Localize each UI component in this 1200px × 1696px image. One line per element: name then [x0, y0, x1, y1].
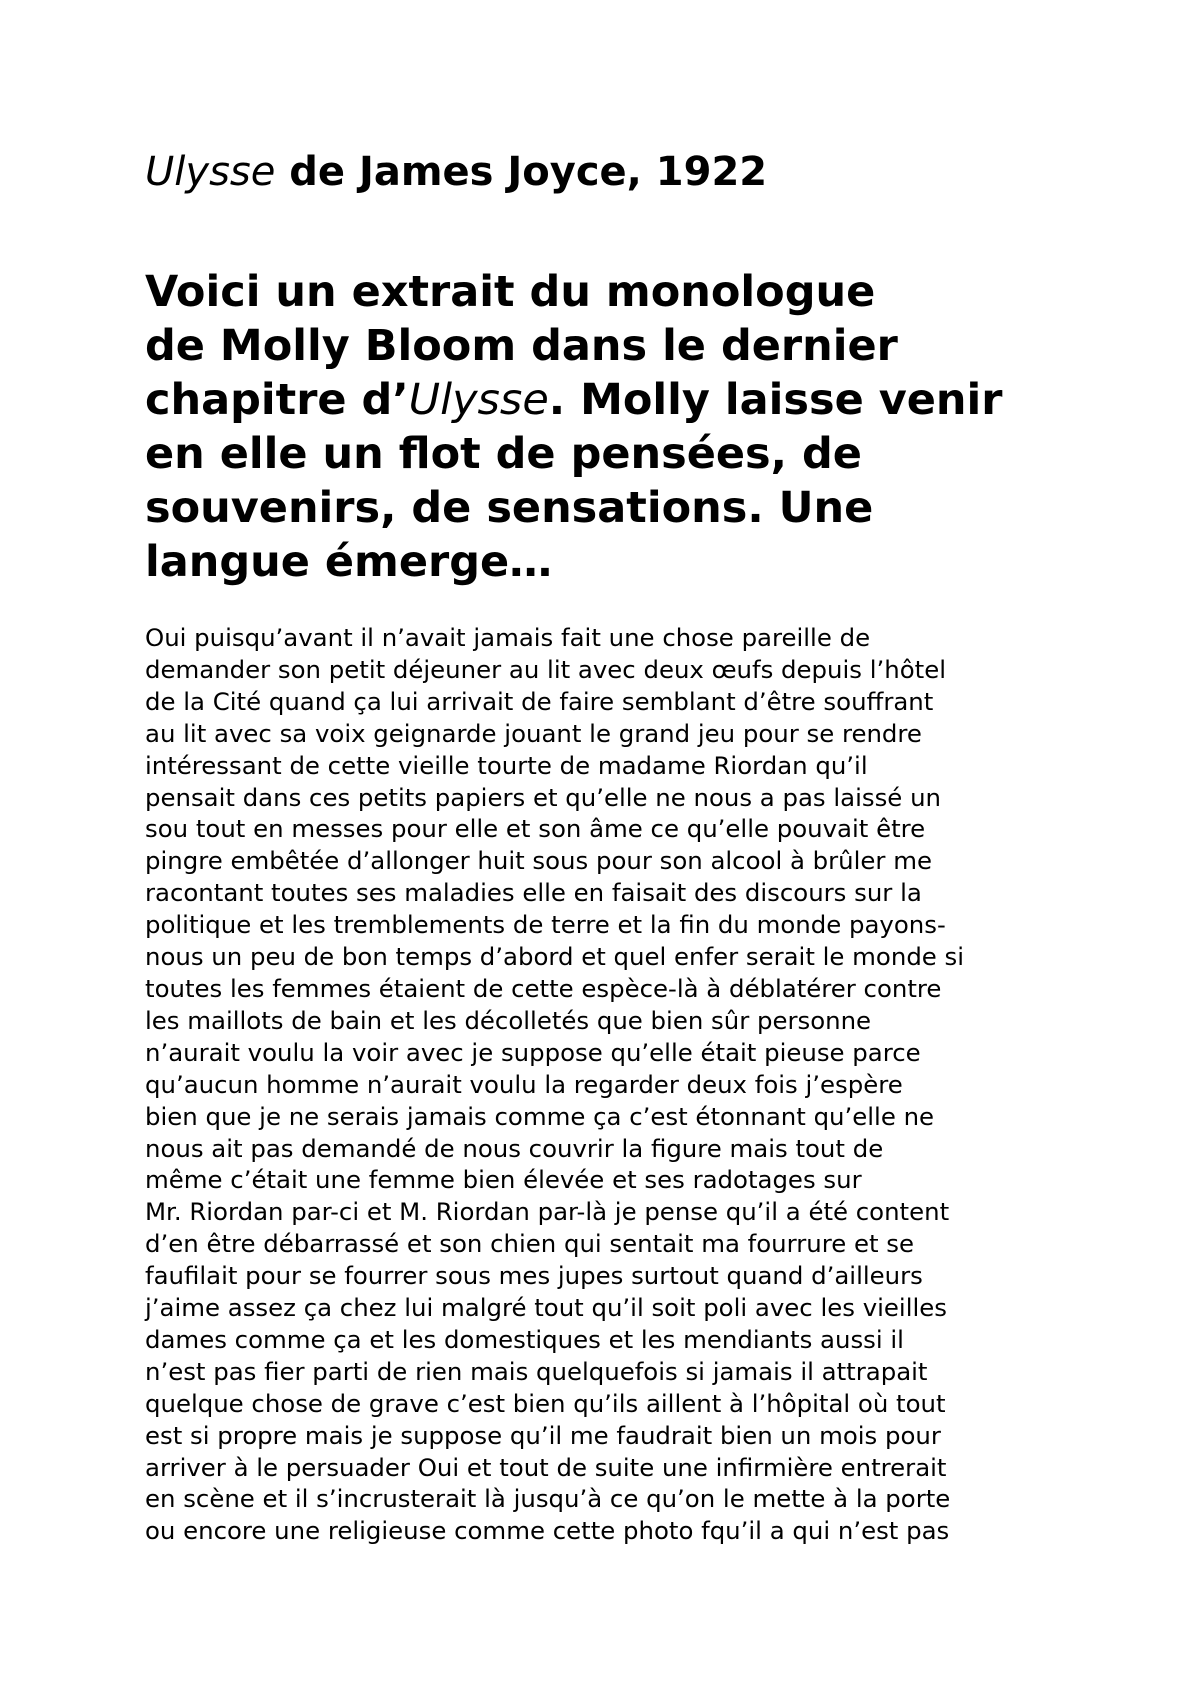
excerpt-line: j’aime assez ça chez lui malgré tout qu’il soit poli avec les vieilles [145, 1293, 947, 1323]
excerpt-line: pensait dans ces petits papiers et qu’elle ne nous a pas laissé un [145, 782, 941, 812]
excerpt-line: n’aurait voulu la voir avec je suppose qu’elle était pieuse parce [145, 1037, 921, 1067]
excerpt-line: Oui puisqu’avant il n’avait jamais fait une chose pareille de [145, 623, 871, 652]
excerpt-line: de la Cité quand ça lui arrivait de faire semblant d’être souffrant [145, 686, 934, 716]
excerpt-line: en scène et il s’incrusterait là jusqu’à ce qu’on le mette à la porte [145, 1484, 951, 1514]
excerpt-line: politique et les tremblements de terre et la fin du monde payons- [145, 910, 946, 940]
subtitle-line-start: chapitre d’ [145, 375, 409, 425]
subtitle-line: Voici un extrait du monologue [145, 267, 876, 317]
excerpt-line: les maillots de bain et les décolletés que bien sûr personne [145, 1005, 872, 1035]
document-subtitle [145, 265, 1075, 589]
excerpt-line: demander son petit déjeuner au lit avec deux œufs depuis l’hôtel [145, 654, 946, 684]
excerpt-line: bien que je ne serais jamais comme ça c’est étonnant qu’elle ne [145, 1101, 935, 1131]
subtitle-italic-work: Ulysse [408, 375, 549, 425]
excerpt-line: toutes les femmes étaient de cette espèce-là à déblatérer contre [145, 973, 942, 1003]
excerpt-line: même c’était une femme bien élevée et ses radotages sur [145, 1165, 862, 1195]
excerpt-line: nous un peu de bon temps d’abord et quel enfer serait le monde si [145, 942, 965, 972]
subtitle-line [145, 373, 1075, 427]
excerpt-line: dames comme ça et les domestiques et les mendiants aussi il [145, 1324, 904, 1354]
subtitle-line: de Molly Bloom dans le dernier [145, 321, 898, 371]
excerpt-line: sou tout en messes pour elle et son âme ce qu’elle pouvait être [145, 814, 926, 844]
excerpt-line: d’en être débarrassé et son chien qui sentait ma fourrure et se [145, 1229, 915, 1259]
excerpt-line: est si propre mais je suppose qu’il me faudrait bien un mois pour [145, 1420, 941, 1450]
excerpt-line: qu’aucun homme n’aurait voulu la regarder deux fois j’espère [145, 1069, 903, 1099]
subtitle-line: langue émerge… [145, 537, 553, 587]
excerpt-line: faufilait pour se fourrer sous mes jupes surtout quand d’ailleurs [145, 1261, 923, 1291]
excerpt-line: pingre embêtée d’allonger huit sous pour son alcool à brûler me [145, 846, 932, 876]
excerpt-paragraph [145, 622, 1145, 1547]
excerpt-line: n’est pas fier parti de rien mais quelquefois si jamais il attrapait [145, 1356, 928, 1386]
excerpt-line: nous ait pas demandé de nous couvrir la figure mais tout de [145, 1133, 884, 1163]
excerpt-line: ou encore une religieuse comme cette photo fqu’il a qui n’est pas [145, 1516, 950, 1546]
subtitle-line: en elle un flot de pensées, de [145, 429, 862, 479]
excerpt-line: racontant toutes ses maladies elle en faisait des discours sur la [145, 878, 922, 908]
subtitle-line: souvenirs, de sensations. Une [145, 483, 874, 533]
excerpt-line: arriver à le persuader Oui et tout de suite une infirmière entrerait [145, 1452, 947, 1482]
excerpt-line: quelque chose de grave c’est bien qu’ils aillent à l’hôpital où tout [145, 1388, 946, 1418]
subtitle-line-end: . Molly laisse venir [548, 375, 1003, 425]
document-title [145, 146, 767, 198]
excerpt-line: Mr. Riordan par-ci et M. Riordan par-là je pense qu’il a été content [145, 1197, 950, 1227]
excerpt-line: au lit avec sa voix geignarde jouant le grand jeu pour se rendre [145, 718, 922, 748]
title-author-year: de James Joyce, 1922 [275, 149, 768, 195]
title-italic-work: Ulysse [145, 149, 276, 195]
excerpt-line: intéressant de cette vieille tourte de madame Riordan qu’il [145, 750, 868, 780]
